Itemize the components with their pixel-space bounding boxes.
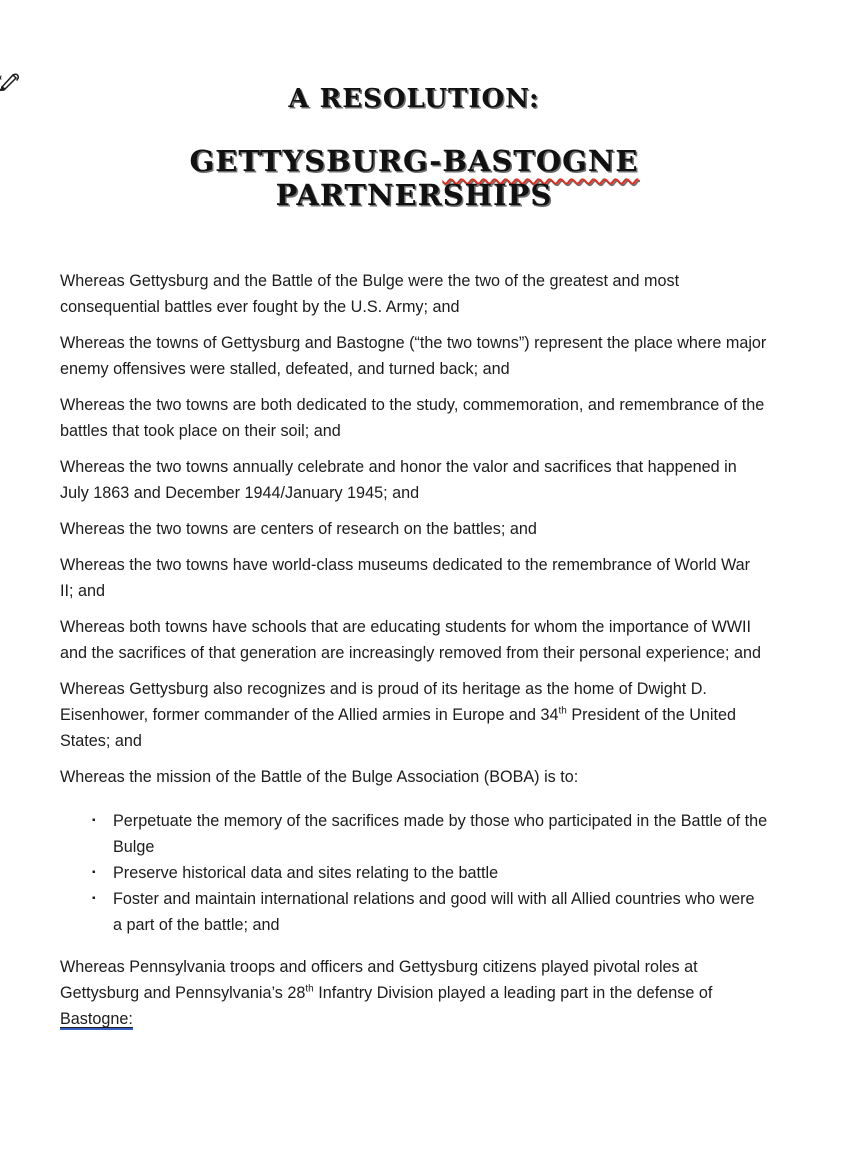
paragraph-whereas-annually-celebrate: Whereas the two towns annually celebrate and honor the valor and sacrifices that happened in July 1863 and December 1944/January 1945; and [60, 458, 737, 502]
list-item-perpetuate [60, 808, 768, 860]
list-item-foster [60, 886, 768, 938]
square-bullet-icon: ▪ [92, 815, 96, 826]
spellcheck-flagged-word: BASTOGNE [442, 144, 639, 178]
eisenhower-text-pre: Whereas Gettysburg also recognizes and is proud of its heritage as the home of Dwight D. Eisenhower, former commander of the Allied armies in Europe and 34 [60, 680, 707, 724]
document-body [60, 268, 768, 1032]
pennsylvania-text-pre: Whereas Pennsylvania troops and officers and Gettysburg citizens played pivotal roles at Gettysburg and Pennsylvania’s 28 [60, 958, 698, 1002]
square-bullet-icon: ▪ [92, 893, 96, 904]
paragraph-whereas-museums: Whereas the two towns have world-class museums dedicated to the remembrance of World War II; and [60, 556, 751, 600]
eisenhower-text-post: President of the United States; and [60, 706, 736, 750]
subtitle-text-post: PARTNERSHIPS [275, 178, 553, 212]
paragraph-whereas-research-centers: Whereas the two towns are centers of research on the battles; and [60, 520, 537, 538]
paragraph-whereas-boba-mission: Whereas the mission of the Battle of the Bulge Association (BOBA) is to: [60, 768, 579, 786]
ink-pen-cursor-icon [0, 67, 23, 97]
boba-mission-list [60, 808, 768, 938]
square-bullet-icon: ▪ [92, 867, 96, 878]
list-item-text: Foster and maintain international relations and good will with all Allied countries who were a part of the battle; and [113, 890, 755, 934]
document-title: A RESOLUTION: [288, 84, 540, 114]
paragraph-whereas-dedicated: Whereas the two towns are both dedicated to the study, commemoration, and remembrance of the battles that took place on their soil; and [60, 396, 765, 440]
paragraph-whereas-eisenhower [60, 676, 768, 754]
subtitle-text-pre: GETTYSBURG- [189, 144, 443, 178]
paragraph-whereas-schools: Whereas both towns have schools that are educating students for whom the importance of WWII and the sacrifices of that generation are increasingly removed from their personal experience; and [60, 618, 761, 662]
list-item-text: Preserve historical data and sites relating to the battle [113, 864, 499, 882]
ordinal-superscript: th [305, 983, 314, 995]
paragraph-whereas-pennsylvania [60, 954, 768, 1032]
list-item-text: Perpetuate the memory of the sacrifices made by those who participated in the Battle of the Bulge [113, 812, 768, 856]
ordinal-superscript: th [558, 705, 567, 717]
paragraph-whereas-greatest-battles: Whereas Gettysburg and the Battle of the Bulge were the two of the greatest and most consequential battles ever fought by the U.S. Army; and [60, 272, 680, 316]
grammar-flagged-word: Bastogne: [60, 1010, 133, 1028]
document-content [60, 84, 768, 1042]
paragraph-whereas-two-towns: Whereas the towns of Gettysburg and Bastogne (“the two towns”) represent the place where major enemy offensives were stalled, defeated, and turned back; and [60, 334, 767, 378]
pennsylvania-text-mid: Infantry Division played a leading part in the defense of [313, 984, 713, 1002]
document-subtitle [60, 144, 768, 212]
list-item-preserve [60, 860, 768, 886]
